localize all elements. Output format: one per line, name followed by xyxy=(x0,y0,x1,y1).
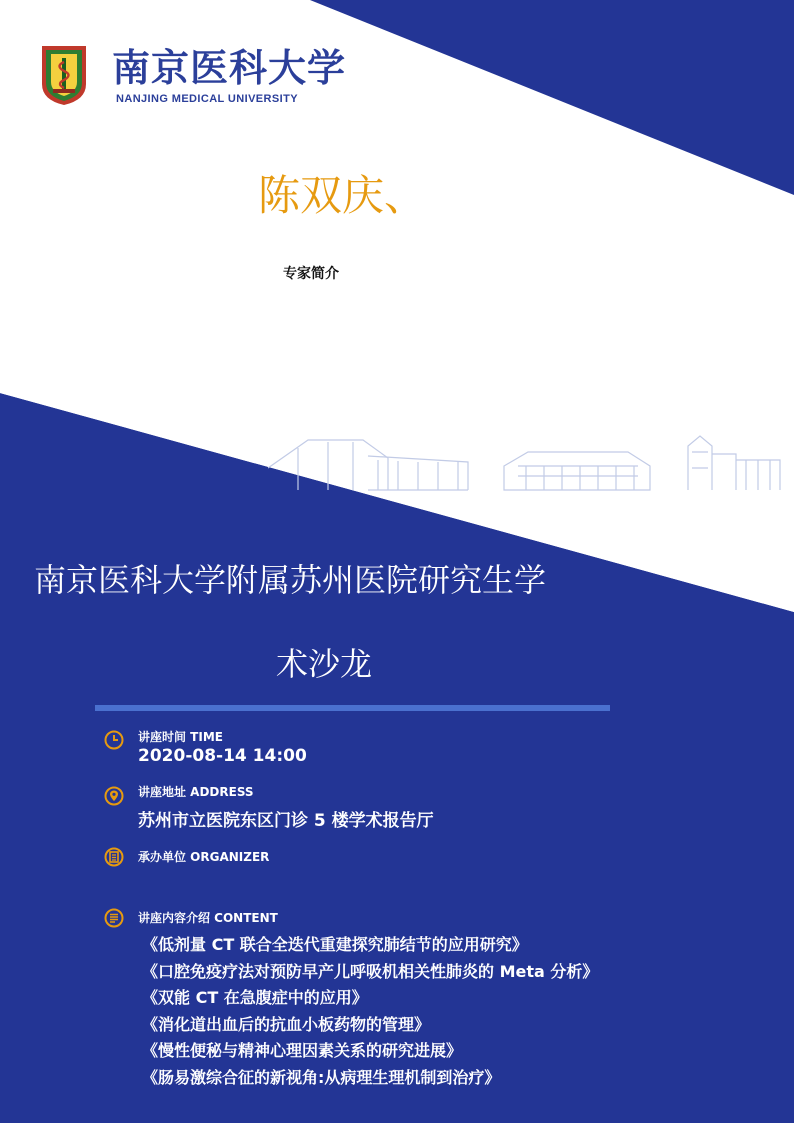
content-label: 讲座内容介绍 CONTENT xyxy=(138,911,278,925)
title-divider xyxy=(95,705,610,711)
time-label: 讲座时间 TIME xyxy=(138,730,223,744)
topic-item: 《双能 CT 在急腹症中的应用》 xyxy=(142,988,368,1007)
time-value: 2020-08-14 14:00 xyxy=(138,746,307,766)
university-name-cn: 南京医科大学 xyxy=(112,45,347,90)
topic-list xyxy=(142,932,598,1091)
topic-item: 《口腔免疫疗法对预防早产儿呼吸机相关性肺炎的 Meta 分析》 xyxy=(142,961,599,981)
speaker-name: 陈双庆、 xyxy=(258,171,427,220)
event-title-line2: 术沙龙 xyxy=(276,645,373,683)
campus-skyline-illustration xyxy=(268,428,788,498)
building-icon xyxy=(104,847,124,867)
address-value: 苏州市立医院东区门诊 5 楼学术报告厅 xyxy=(138,811,434,831)
clock-icon xyxy=(104,730,124,750)
document-list-icon xyxy=(104,908,124,928)
topic-item: 《低剂量 CT 联合全迭代重建探究肺结节的应用研究》 xyxy=(142,935,528,954)
university-emblem-icon xyxy=(40,44,88,106)
organizer-label: 承办单位 ORGANIZER xyxy=(138,850,270,864)
university-name-en: NANJING MEDICAL UNIVERSITY xyxy=(116,93,298,105)
speaker-intro-label: 专家简介 xyxy=(283,266,339,282)
topic-item: 《慢性便秘与精神心理因素关系的研究进展》 xyxy=(142,1041,463,1060)
topic-item: 《消化道出血后的抗血小板药物的管理》 xyxy=(142,1014,431,1034)
address-label: 讲座地址 ADDRESS xyxy=(138,785,254,799)
event-title-line1: 南京医科大学附属苏州医院研究生学 xyxy=(34,561,547,599)
location-pin-icon xyxy=(104,786,124,806)
topic-item: 《肠易激综合征的新视角:从病理生理机制到治疗》 xyxy=(142,1067,501,1087)
